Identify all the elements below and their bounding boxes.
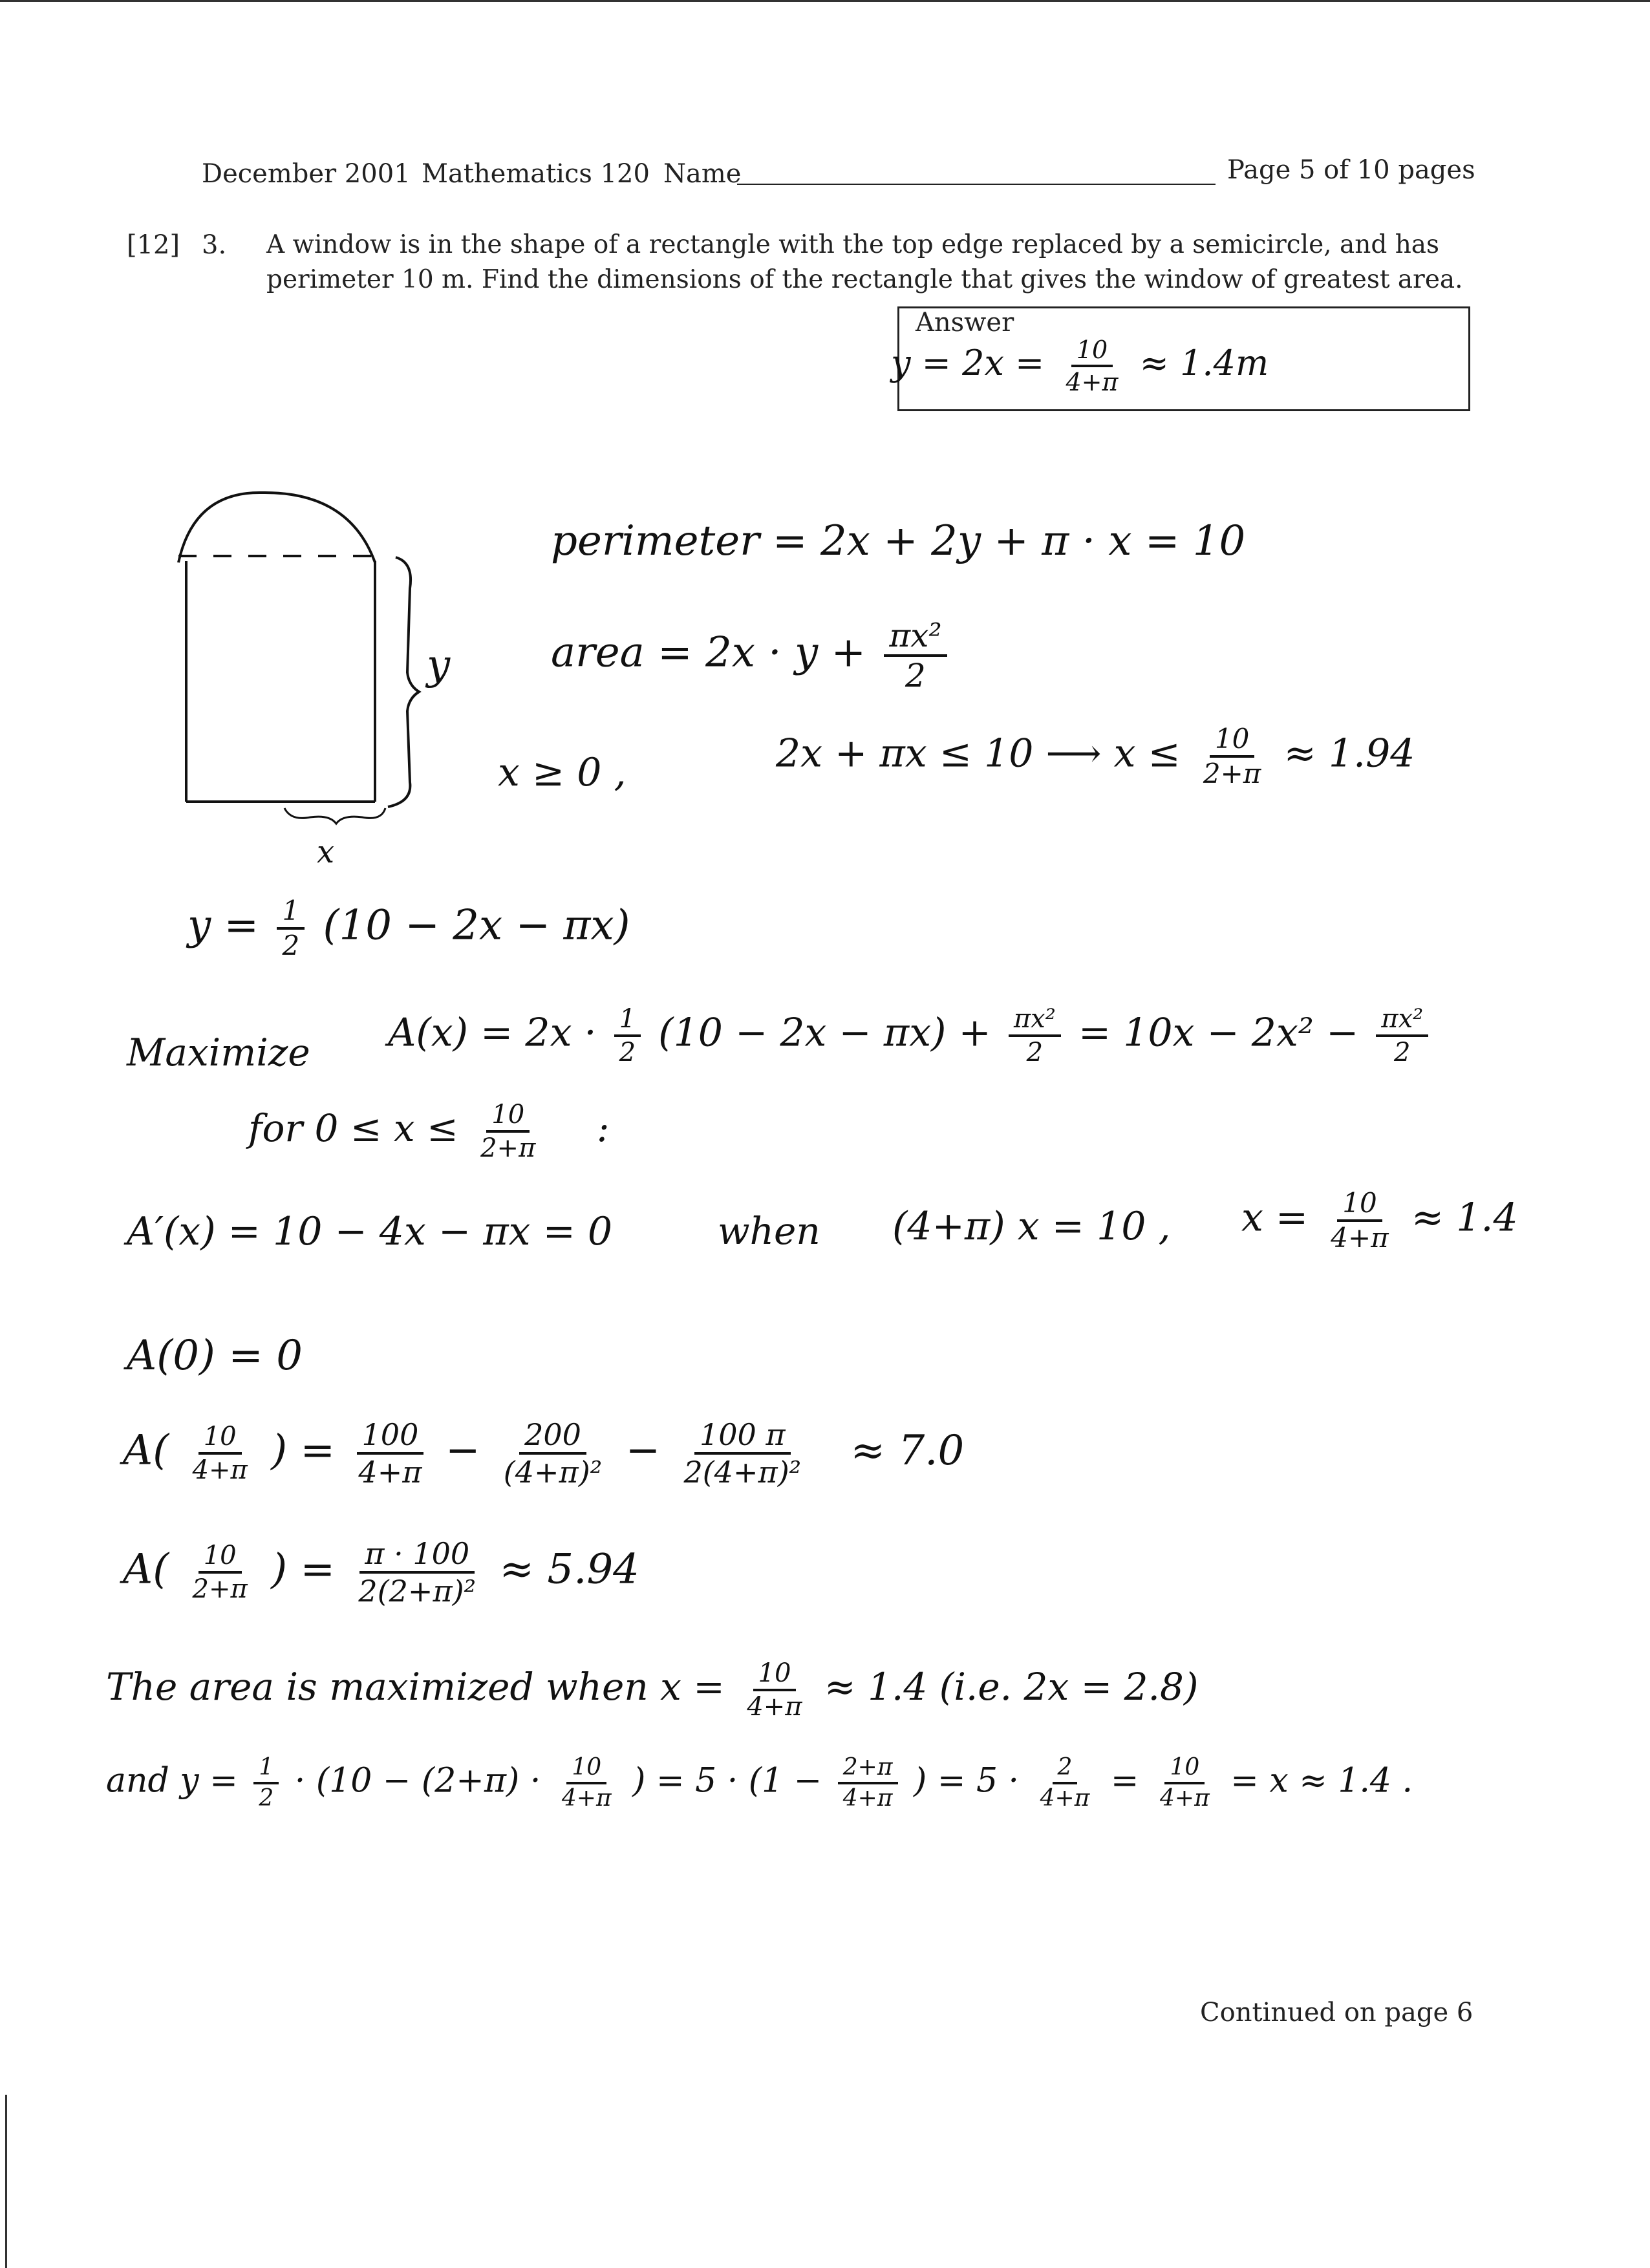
maximize-c: = 10x − 2x² −	[1078, 1010, 1359, 1056]
answer-approx: ≈ 1.4m	[1139, 343, 1269, 383]
a2-arg-num: 10	[198, 1543, 242, 1574]
conclusion2-f: = x ≈ 1.4 .	[1230, 1761, 1413, 1801]
maximize-equation	[388, 1006, 1433, 1065]
a2-num: π · 100	[359, 1539, 475, 1574]
header-page-label: Page 5 of 10 pages	[1227, 155, 1475, 185]
derivative-solution	[1241, 1187, 1518, 1254]
conclusion2-f2-num: 2+π	[838, 1756, 898, 1784]
area-frac-den: 2	[905, 657, 926, 694]
conclusion-line1	[106, 1660, 1199, 1720]
a1-t1-num: 100	[357, 1420, 424, 1455]
a1-approx: ≈ 7.0	[850, 1426, 965, 1475]
y-def-fraction	[277, 897, 305, 959]
conclusion2-f1-den: 4+π	[561, 1785, 612, 1812]
conclusion1-a: The area is maximized when x =	[106, 1665, 725, 1709]
conclusion2-c: ) = 5 · (1 −	[632, 1761, 822, 1801]
header-name-label: Name	[663, 159, 742, 189]
a-zero: A(0) = 0	[127, 1332, 303, 1380]
window-diagram	[155, 478, 453, 866]
x-brace	[284, 808, 385, 824]
deriv-fraction	[1325, 1187, 1394, 1254]
conclusion2-half-den: 2	[259, 1785, 274, 1812]
maximize-half-num: 1	[614, 1006, 641, 1037]
name-field-line	[737, 184, 1216, 185]
diagram-y-label: y	[427, 641, 451, 689]
conclusion2-e: =	[1110, 1761, 1139, 1801]
conclusion2-f3-den: 4+π	[1040, 1785, 1090, 1812]
y-def-frac-den: 2	[282, 930, 300, 961]
problem-text-line1: A window is in the shape of a rectangle with the top edge replaced by a semicircle, and has	[266, 230, 1440, 259]
a2-value	[353, 1536, 481, 1609]
answer-value	[891, 337, 1269, 394]
maximize-half-den: 2	[619, 1038, 636, 1067]
constraint-approx: ≈ 1.94	[1283, 731, 1415, 776]
a1-minus2: −	[625, 1426, 661, 1475]
area-frac-num: πx²	[884, 619, 947, 657]
maximize-label: Maximize	[127, 1031, 310, 1075]
a1-arg-den: 4+π	[192, 1455, 248, 1485]
window-semicircle	[178, 493, 375, 562]
diagram-x-label: x	[317, 834, 335, 870]
answer-fraction	[1060, 337, 1123, 394]
maximize-b: (10 − 2x − πx) +	[658, 1010, 991, 1056]
conclusion2-a: and y =	[106, 1761, 238, 1801]
conclusion2-f1	[557, 1756, 617, 1810]
answer-lhs: y = 2x =	[891, 343, 1045, 383]
derivative-when: when	[718, 1209, 820, 1253]
maximize-end-den: 2	[1394, 1038, 1411, 1067]
conclusion2-f4-num: 10	[1164, 1756, 1205, 1784]
deriv-frac-num: 10	[1337, 1190, 1382, 1222]
a1-t2-num: 200	[519, 1420, 586, 1455]
a1-term3	[678, 1417, 806, 1490]
header-course: Mathematics 120	[422, 159, 650, 189]
conclusion2-f1-num: 10	[566, 1756, 606, 1784]
problem-marks: [12]	[127, 230, 180, 260]
a1-t1-den: 4+π	[358, 1455, 422, 1490]
derivative-lhs: A′(x) = 10 − 4x − πx = 0	[127, 1209, 613, 1254]
maximize-pi-fraction	[1009, 1006, 1061, 1065]
for-fraction	[475, 1102, 541, 1161]
constraint-left: x ≥ 0 ,	[498, 750, 627, 795]
a-endpoint	[123, 1536, 639, 1609]
a2-den: 2(2+π)²	[358, 1574, 477, 1609]
answer-frac-den: 4+π	[1066, 368, 1119, 396]
conclusion2-f4	[1155, 1756, 1215, 1810]
a1-minus1: −	[445, 1426, 480, 1475]
header-date: December 2001	[202, 159, 411, 189]
conclusion-line2	[106, 1756, 1413, 1810]
conclusion2-d: ) = 5 ·	[914, 1761, 1020, 1801]
derivative-mid: (4+π) x = 10 ,	[892, 1204, 1171, 1249]
conclusion1-num: 10	[753, 1660, 797, 1691]
conclusion1-b: ≈ 1.4 (i.e. 2x = 2.8)	[824, 1665, 1199, 1709]
a1-arg-num: 10	[198, 1424, 242, 1455]
a1-term2	[498, 1417, 607, 1490]
conclusion2-f3	[1035, 1756, 1095, 1810]
y-def-rhs: (10 − 2x − πx)	[323, 901, 630, 950]
footer-continued: Continued on page 6	[1200, 1998, 1473, 2027]
a2-approx: ≈ 5.94	[499, 1545, 639, 1594]
conclusion2-f2	[838, 1756, 898, 1810]
a1-arg	[188, 1424, 253, 1483]
conclusion1-fraction	[742, 1660, 807, 1720]
a1-t3-den: 2(4+π)²	[683, 1455, 802, 1490]
constraint-frac-num: 10	[1210, 725, 1254, 758]
conclusion2-half-num: 1	[253, 1756, 279, 1784]
conclusion2-f3-num: 2	[1053, 1756, 1078, 1784]
constraint-fraction	[1198, 725, 1267, 787]
a1-lhs: A(	[123, 1426, 169, 1475]
deriv-frac-den: 4+π	[1331, 1222, 1389, 1254]
y-definition	[188, 897, 630, 959]
for-frac-num: 10	[486, 1102, 530, 1133]
for-label: for 0 ≤ x ≤	[248, 1106, 458, 1151]
conclusion2-b: · (10 − (2+π) ·	[294, 1761, 541, 1801]
area-fraction	[884, 619, 947, 692]
area-equation	[551, 619, 952, 692]
maximize-a: A(x) = 2x ·	[388, 1010, 597, 1056]
scan-left-edge	[5, 2095, 7, 2268]
for-frac-den: 2+π	[480, 1133, 536, 1163]
problem-number: 3.	[202, 230, 227, 260]
a2-lhs: A(	[123, 1545, 169, 1594]
conclusion1-den: 4+π	[747, 1692, 802, 1722]
a1-close: ) =	[271, 1426, 336, 1475]
maximize-pi-den: 2	[1026, 1038, 1044, 1067]
deriv-approx: ≈ 1.4	[1411, 1195, 1518, 1241]
conclusion2-f2-den: 4+π	[842, 1785, 893, 1812]
a2-close: ) =	[271, 1545, 336, 1594]
scan-top-edge	[0, 0, 1650, 2]
problem-text-line2: perimeter 10 m. Find the dimensions of the rectangle that gives the window of greatest area.	[266, 265, 1463, 294]
a1-t2-den: (4+π)²	[503, 1455, 603, 1490]
a-critical	[123, 1417, 965, 1490]
a1-term1	[353, 1417, 427, 1490]
y-brace	[388, 557, 419, 807]
answer-frac-num: 10	[1071, 337, 1113, 367]
answer-label: Answer	[916, 308, 1014, 337]
for-colon: :	[596, 1106, 610, 1151]
conclusion2-half	[253, 1756, 279, 1810]
maximize-end-fraction	[1376, 1006, 1428, 1065]
a1-t3-num: 100 π	[694, 1420, 791, 1455]
maximize-pi-num: πx²	[1009, 1006, 1061, 1037]
constraint-mid: 2x + πx ≤ 10 ⟶ x ≤	[776, 731, 1181, 776]
maximize-half	[614, 1006, 641, 1065]
conclusion2-f4-den: 4+π	[1160, 1785, 1210, 1812]
for-range	[248, 1102, 609, 1161]
perimeter-equation: perimeter = 2x + 2y + π · x = 10	[551, 517, 1246, 565]
a2-arg-den: 2+π	[192, 1574, 248, 1604]
deriv-x: x =	[1241, 1195, 1309, 1241]
constraint-right	[776, 725, 1415, 787]
y-def-lhs: y =	[188, 901, 259, 950]
maximize-end-num: πx²	[1376, 1006, 1428, 1037]
a2-arg	[188, 1543, 253, 1602]
y-def-frac-num: 1	[277, 897, 305, 930]
area-lhs: area = 2x · y +	[551, 628, 866, 677]
constraint-frac-den: 2+π	[1203, 758, 1261, 789]
